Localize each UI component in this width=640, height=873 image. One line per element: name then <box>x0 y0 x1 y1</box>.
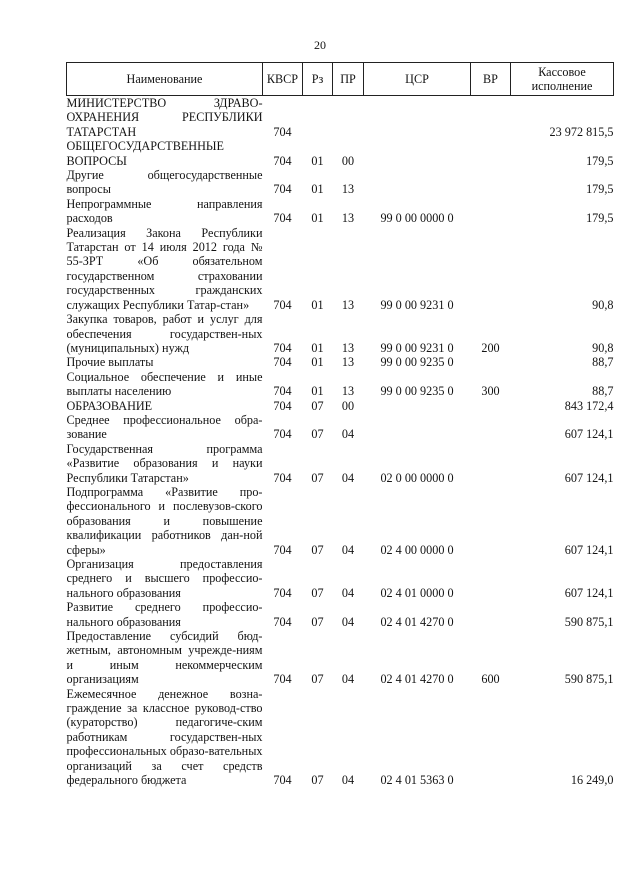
cell-vr <box>471 197 511 226</box>
cell-kvsr: 704 <box>273 297 292 312</box>
cell-rz: 07 <box>311 672 324 687</box>
cell-kvsr: 704 <box>273 585 292 600</box>
table-row <box>67 485 614 557</box>
cell-kvsr: 704 <box>273 355 292 370</box>
cell-rz: 07 <box>311 427 324 442</box>
cell-kvsr: 704 <box>273 614 292 629</box>
cell-pr: 04 <box>341 542 355 557</box>
table-header-row <box>67 63 614 96</box>
cell-rz: 01 <box>311 153 324 168</box>
table-row <box>67 413 614 442</box>
table-row <box>67 355 614 369</box>
cell-kvsr: 704 <box>273 340 292 355</box>
cell-rz: 07 <box>311 542 324 557</box>
cell-name: Развитие среднего профессио-нального образования <box>66 600 263 629</box>
table-body <box>67 96 614 788</box>
cell-kvsr: 704 <box>273 427 292 442</box>
cell-name: Социальное обеспечение и иные выплаты населению <box>66 369 263 399</box>
cell-rz: 07 <box>311 470 324 485</box>
cell-csr: 99 0 00 9231 0 <box>380 340 454 355</box>
cell-csr: 02 4 01 0000 0 <box>380 585 454 600</box>
cell-pr: 04 <box>341 585 355 600</box>
cell-amount: 607 124,1 <box>564 470 614 485</box>
table-row <box>67 139 614 168</box>
cell-amount: 590 875,1 <box>564 672 614 687</box>
cell-rz: 01 <box>311 355 324 370</box>
cell-name: ОБРАЗОВАНИЕ <box>66 398 153 413</box>
cell-name: Организация предоставления среднего и высшего профессио-нального образования <box>66 557 263 600</box>
cell-vr <box>471 355 511 369</box>
table-row <box>67 312 614 355</box>
cell-kvsr: 704 <box>273 124 292 139</box>
cell-amount: 88,7 <box>592 384 614 399</box>
cell-vr: 200 <box>481 340 500 355</box>
table-row <box>67 687 614 788</box>
cell-name: Закупка товаров, работ и услуг для обеспечения государствен-ных (муниципальных) нужд <box>66 312 263 355</box>
cell-csr <box>364 168 471 197</box>
table-row <box>67 168 614 197</box>
cell-amount: 607 124,1 <box>564 427 614 442</box>
table-row <box>67 226 614 312</box>
cell-name: Государственная программа «Развитие образования и науки Республики Татарстан» <box>66 441 263 485</box>
cell-rz: 07 <box>311 585 324 600</box>
table-row <box>67 197 614 226</box>
cell-rz: 01 <box>311 182 324 197</box>
cell-kvsr: 704 <box>273 470 292 485</box>
cell-rz: 01 <box>311 384 324 399</box>
header-pr: ПР <box>333 63 364 96</box>
header-kvsr: КВСР <box>263 63 303 96</box>
cell-amount: 607 124,1 <box>564 585 614 600</box>
header-name: Наименование <box>67 63 263 96</box>
cell-vr <box>471 687 511 788</box>
cell-vr: 300 <box>481 384 500 399</box>
cell-vr <box>471 96 511 140</box>
header-amount: Кассовое исполнение <box>511 63 614 96</box>
cell-pr: 13 <box>341 211 355 226</box>
cell-rz: 07 <box>311 398 324 413</box>
cell-amount: 843 172,4 <box>564 398 614 413</box>
cell-amount: 90,8 <box>592 297 614 312</box>
cell-csr <box>364 399 471 413</box>
cell-csr: 99 0 00 9231 0 <box>380 297 454 312</box>
cell-csr: 02 4 01 5363 0 <box>380 773 454 788</box>
cell-pr: 13 <box>341 297 355 312</box>
cell-vr: 600 <box>481 672 500 687</box>
cell-pr <box>333 96 364 140</box>
cell-rz: 01 <box>311 297 324 312</box>
cell-kvsr: 704 <box>273 211 292 226</box>
cell-name: Непрограммные направления расходов <box>66 196 263 226</box>
cell-name: Другие общегосударственные вопросы <box>66 168 263 197</box>
cell-kvsr: 704 <box>273 182 292 197</box>
cell-csr: 02 4 01 4270 0 <box>380 672 454 687</box>
cell-csr <box>364 96 471 140</box>
cell-vr <box>471 168 511 197</box>
table-row <box>67 629 614 687</box>
cell-kvsr: 704 <box>273 773 292 788</box>
cell-pr: 04 <box>341 470 355 485</box>
cell-csr: 99 0 00 0000 0 <box>380 211 454 226</box>
cell-amount: 179,5 <box>586 211 614 226</box>
cell-pr: 13 <box>341 182 355 197</box>
cell-vr <box>471 413 511 442</box>
cell-kvsr: 704 <box>273 672 292 687</box>
cell-amount: 590 875,1 <box>564 614 614 629</box>
cell-amount: 90,8 <box>592 340 614 355</box>
page-number: 20 <box>314 38 326 52</box>
table-row <box>67 96 614 140</box>
cell-pr: 13 <box>341 384 355 399</box>
cell-kvsr: 704 <box>273 542 292 557</box>
cell-rz: 01 <box>311 340 324 355</box>
cell-pr: 13 <box>341 340 355 355</box>
cell-name: Ежемесячное денежное возна-граждение за классное руковод-ство (кураторство) педагогиче-ским работникам государствен-ных профессиональных образо-вательных организаций за счет средств федерального бюджета <box>66 686 263 788</box>
cell-name: Предоставление субсидий бюд-жетным, автономным учрежде-ниям и иным некоммерческим организациям <box>66 629 263 687</box>
cell-pr: 04 <box>341 773 355 788</box>
header-vr: ВР <box>471 63 511 96</box>
table-row <box>67 370 614 399</box>
cell-csr: 02 4 01 4270 0 <box>380 614 454 629</box>
cell-pr: 04 <box>341 672 355 687</box>
table-row <box>67 557 614 600</box>
table-row <box>67 442 614 485</box>
cell-csr: 02 0 00 0000 0 <box>380 470 454 485</box>
cell-rz: 07 <box>311 614 324 629</box>
cell-name: МИНИСТЕРСТВО ЗДРАВО-ОХРАНЕНИЯ РЕСПУБЛИКИ ТАТАРСТАН <box>66 96 263 139</box>
cell-pr: 00 <box>341 398 355 413</box>
cell-name: Среднее профессиональное обра-зование <box>66 412 263 442</box>
cell-csr: 02 4 00 0000 0 <box>380 542 454 557</box>
cell-csr <box>364 139 471 168</box>
cell-pr: 00 <box>341 153 355 168</box>
cell-amount: 607 124,1 <box>564 542 614 557</box>
cell-vr <box>471 600 511 629</box>
cell-pr: 13 <box>341 355 355 370</box>
cell-name: Прочие выплаты <box>66 355 154 370</box>
cell-rz: 01 <box>311 211 324 226</box>
cell-csr: 99 0 00 9235 0 <box>380 355 454 370</box>
cell-amount: 88,7 <box>592 355 614 370</box>
cell-kvsr: 704 <box>273 398 292 413</box>
cell-amount: 23 972 815,5 <box>549 124 614 139</box>
cell-vr <box>471 139 511 168</box>
cell-amount: 179,5 <box>586 153 614 168</box>
cell-vr <box>471 399 511 413</box>
cell-rz: 07 <box>311 773 324 788</box>
cell-csr: 99 0 00 9235 0 <box>380 384 454 399</box>
cell-vr <box>471 442 511 485</box>
cell-name: ОБЩЕГОСУДАРСТВЕННЫЕ ВОПРОСЫ <box>66 139 224 168</box>
cell-name: Подпрограмма «Развитие про-фессионального и послевузов-ского образования и повышение квалификации работников дан-ной сферы» <box>66 484 263 557</box>
table-row <box>67 600 614 629</box>
header-csr: ЦСР <box>364 63 471 96</box>
cell-csr <box>364 413 471 442</box>
budget-table <box>66 62 614 788</box>
cell-kvsr: 704 <box>273 153 292 168</box>
cell-amount: 16 249,0 <box>570 773 614 788</box>
cell-rz <box>303 96 333 140</box>
cell-amount: 179,5 <box>586 182 614 197</box>
table-row <box>67 399 614 413</box>
cell-pr: 04 <box>341 427 355 442</box>
cell-name: Реализация Закона Республики Татарстан от 14 июля 2012 года № 55-ЗРТ «Об обязательном государственном страховании государственных гражданских служащих Республики Татар-стан» <box>66 225 263 312</box>
cell-kvsr: 704 <box>273 384 292 399</box>
cell-vr <box>471 226 511 312</box>
cell-pr: 04 <box>341 614 355 629</box>
cell-vr <box>471 485 511 557</box>
header-rz: Рз <box>303 63 333 96</box>
cell-vr <box>471 557 511 600</box>
